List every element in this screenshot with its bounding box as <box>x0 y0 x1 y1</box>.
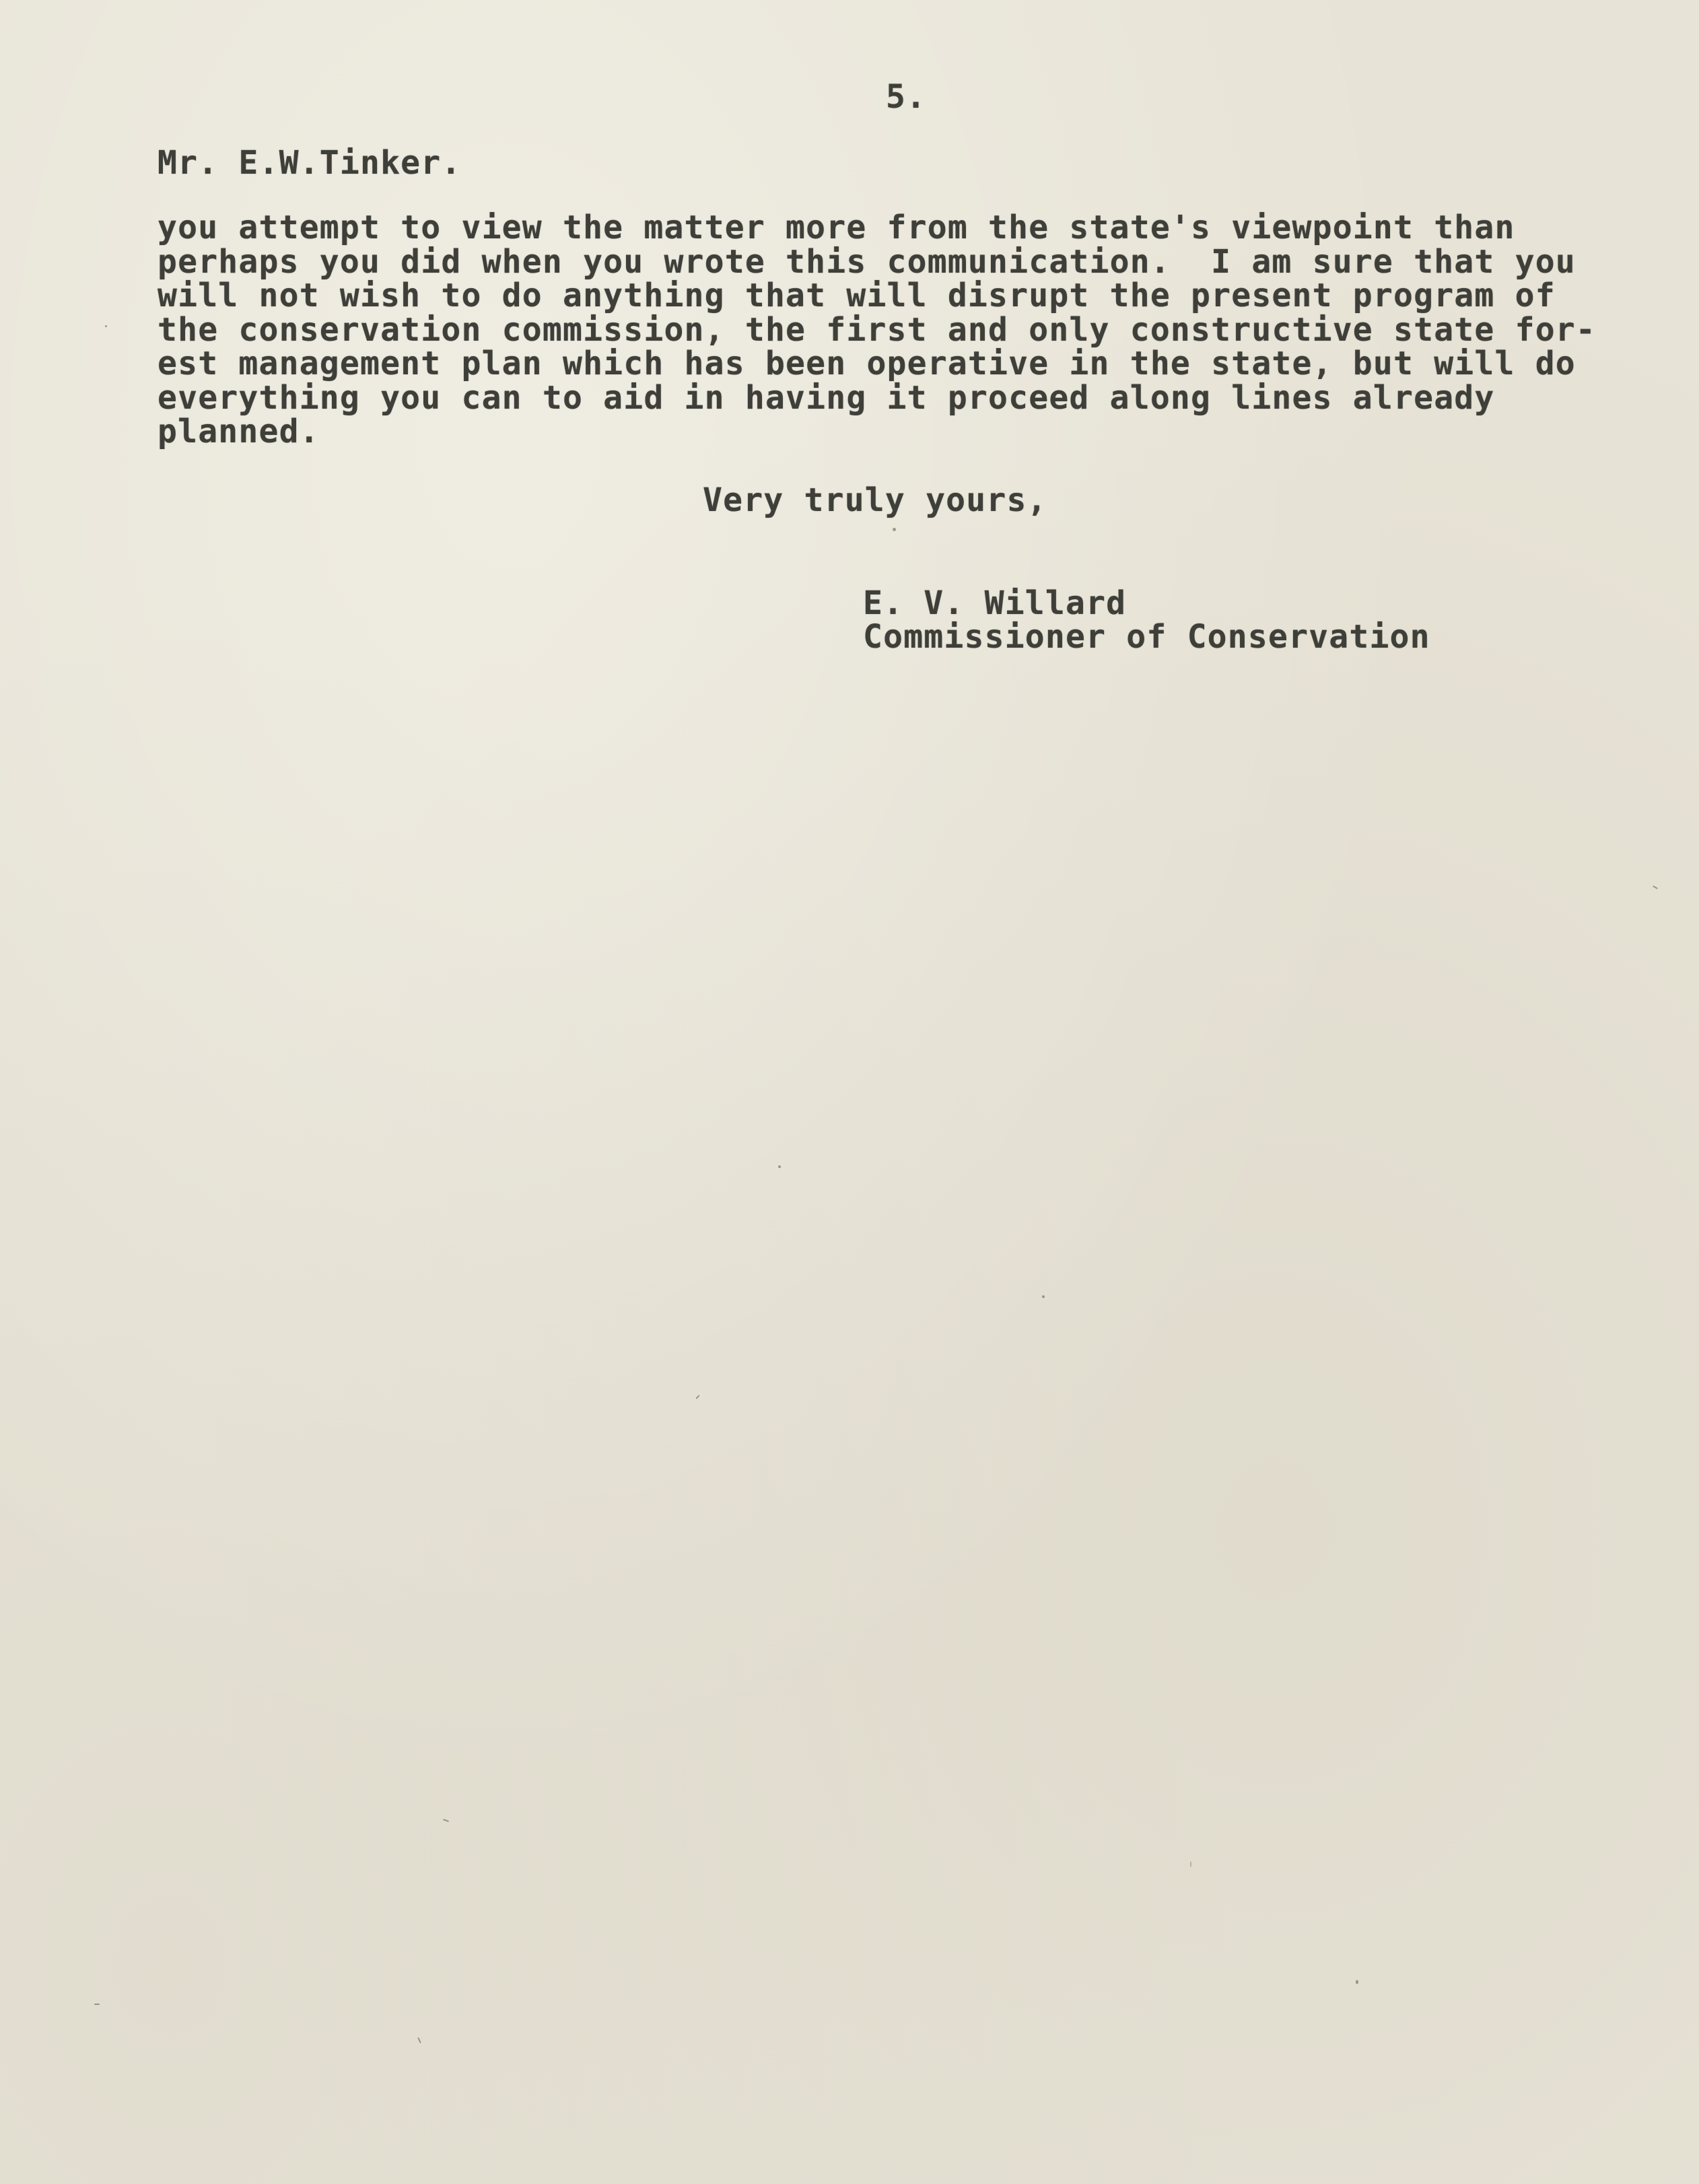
body-line: planned. <box>158 413 320 450</box>
paper-speck <box>1356 1980 1358 1984</box>
body-line: perhaps you did when you wrote this communication. I am sure that you <box>158 242 1576 281</box>
paper-speck <box>893 528 896 531</box>
paper-speck <box>94 2004 100 2005</box>
signatory-title: Commissioner of Conservation <box>863 618 1430 656</box>
paper-speck <box>1653 885 1658 889</box>
body-line: the conservation commission, the first and only constructive state for- <box>158 310 1596 349</box>
body-paragraph <box>158 211 1596 449</box>
paper-speck <box>1042 1295 1045 1298</box>
body-line: everything you can to aid in having it proceed along lines already <box>158 378 1495 417</box>
body-line: est management plan which has been operative in the state, but will do <box>158 345 1576 382</box>
paper-speck <box>443 1819 449 1822</box>
body-line: you attempt to view the matter more from the state's viewpoint than <box>158 209 1515 246</box>
closing-line: Very truly yours, <box>703 481 1047 519</box>
body-line: will not wish to do anything that will disrupt the present program of <box>158 277 1556 314</box>
paper-speck <box>778 1165 781 1168</box>
page-number: 5. <box>886 78 927 116</box>
paper-speck <box>417 2037 421 2043</box>
paper-speck <box>1190 1862 1191 1867</box>
paper-speck <box>105 325 107 327</box>
paper-speck <box>695 1395 699 1400</box>
signatory-name: E. V. Willard <box>863 584 1127 622</box>
recipient-line: Mr. E.W.Tinker. <box>158 144 462 182</box>
